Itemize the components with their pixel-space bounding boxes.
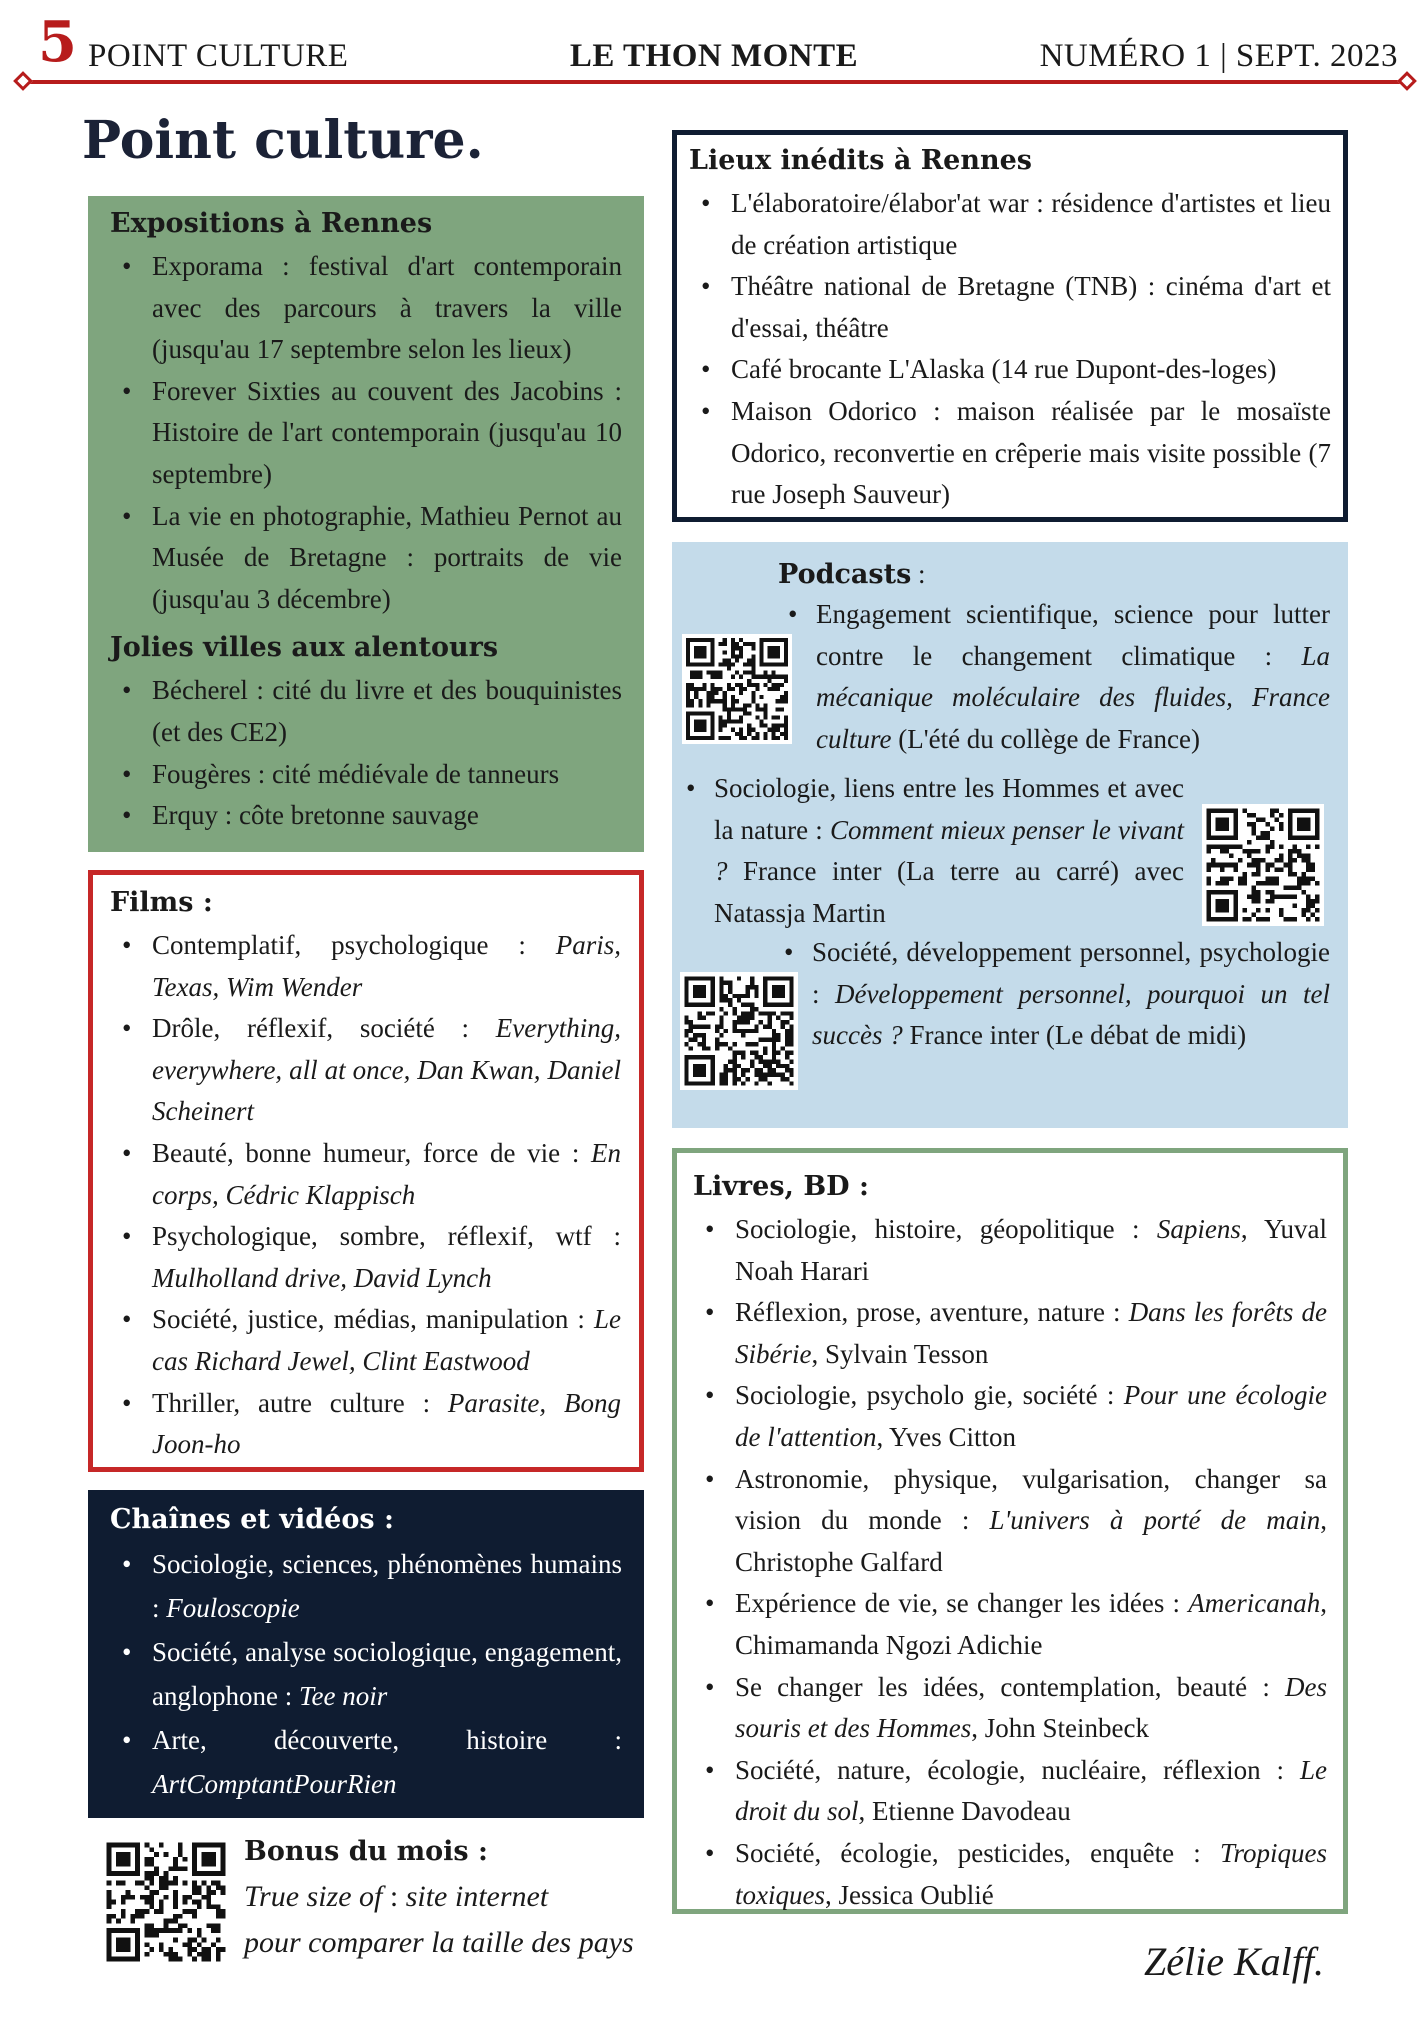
list-item: • La vie en photographie, Mathieu Pernot au Musée de Bretagne : portraits de vie (jusqu'au 3 décembre) — [110, 496, 622, 621]
list-item: • Bécherel : cité du livre et des bouquinistes (et des CE2) — [110, 670, 622, 753]
page-number: 5 — [38, 9, 77, 75]
section-name: POINT CULTURE — [88, 38, 349, 74]
list-item: • Société, analyse sociologique, engagement, anglophone : Tee noir — [110, 1630, 622, 1718]
list-item: • Exporama : festival d'art contemporain avec des parcours à travers la ville (jusqu'au 17 septembre selon les lieux) — [110, 246, 622, 371]
list-item: • Engagement scientifique, science pour lutter contre le changement climatique : La mécanique moléculaire des fluides, France culture (L'été du collège de France) — [782, 594, 1330, 760]
chaines-panel — [88, 1490, 644, 1818]
list-item: • Sociologie, histoire, géopolitique : Sapiens, Yuval Noah Harari — [693, 1209, 1327, 1292]
villes-title: Jolies villes aux alentours — [110, 632, 499, 664]
list-item: • Fougères : cité médiévale de tanneurs — [110, 754, 622, 796]
list-item: • Erquy : côte bretonne sauvage — [110, 795, 622, 837]
issue-info: NUMÉRO 1 | SEPT. 2023 — [1039, 38, 1398, 74]
podcasts-title: Podcasts : — [778, 559, 926, 590]
list-item: • Société, écologie, pesticides, enquête : Tropiques toxiques, Jessica Oublié — [693, 1833, 1327, 1916]
list-item: • Se changer les idées, contemplation, beauté : Des souris et des Hommes, John Steinbeck — [693, 1667, 1327, 1750]
list-item: • Thriller, autre culture : Parasite, Bong Joon-ho — [110, 1383, 621, 1466]
publication-name: LE THON MONTE — [569, 38, 859, 74]
livres-list — [693, 1209, 1327, 1916]
lieux-panel — [672, 130, 1348, 522]
livres-panel — [672, 1148, 1348, 1914]
list-item: • Astronomie, physique, vulgarisation, changer sa vision du monde : L'univers à porté de main, Christophe Galfard — [693, 1459, 1327, 1584]
author-signature: Zélie Kalff. — [1144, 1939, 1324, 1984]
podcasts-panel — [672, 542, 1348, 1128]
list-item: • Sociologie, sciences, phénomènes humains : Fouloscopie — [110, 1542, 622, 1630]
chaines-list — [110, 1542, 622, 1806]
qr-code-icon[interactable] — [102, 1838, 230, 1966]
podcast-list-3 — [778, 932, 1330, 1057]
lieux-title: Lieux inédits à Rennes — [689, 145, 1032, 176]
list-item: • Arte, découverte, histoire : ArtComptantPourRien — [110, 1718, 622, 1806]
podcast-list-1 — [782, 594, 1330, 760]
list-item: • Contemplatif, psychologique : Paris, Texas, Wim Wender — [110, 925, 621, 1008]
films-list — [110, 925, 621, 1466]
list-item: • Maison Odorico : maison réalisée par le mosaïste Odorico, reconvertie en crêperie mais visite possible (7 rue Joseph Sauveur) — [689, 391, 1331, 516]
list-item: • Sociologie, psycholo gie, société : Pour une écologie de l'attention, Yves Citton — [693, 1375, 1327, 1458]
list-item: • Café brocante L'Alaska (14 rue Dupont-des-loges) — [689, 349, 1331, 391]
list-item: • Société, justice, médias, manipulation : Le cas Richard Jewel, Clint Eastwood — [110, 1299, 621, 1382]
chaines-title: Chaînes et vidéos : — [110, 1504, 394, 1535]
list-item: • Forever Sixties au couvent des Jacobins : Histoire de l'art contemporain (jusqu'au 10 septembre) — [110, 371, 622, 496]
list-item: • Drôle, réflexif, société : Everything, everywhere, all at once, Dan Kwan, Daniel Scheinert — [110, 1008, 621, 1133]
expositions-panel — [88, 196, 644, 852]
list-item: • Théâtre national de Bretagne (TNB) : cinéma d'art et d'essai, théâtre — [689, 266, 1331, 349]
list-item: • Réflexion, prose, aventure, nature : Dans les forêts de Sibérie, Sylvain Tesson — [693, 1292, 1327, 1375]
page-title: Point culture. — [82, 110, 484, 171]
expositions-title: Expositions à Rennes — [110, 208, 433, 239]
lieux-list — [689, 183, 1331, 516]
qr-code-icon[interactable] — [1202, 804, 1324, 926]
list-item: • Sociologie, liens entre les Hommes et avec la nature : Comment mieux penser le vivant ? France inter (La terre au carré) avec Natassja Martin — [680, 768, 1184, 934]
list-item: • Beauté, bonne humeur, force de vie : En corps, Cédric Klappisch — [110, 1133, 621, 1216]
list-item: • Société, développement personnel, psychologie : Développement personnel, pourquoi un tel succès ? France inter (Le débat de midi) — [778, 932, 1330, 1057]
films-title: Films : — [110, 887, 213, 918]
header-rule — [26, 80, 1408, 84]
livres-title: Livres, BD : — [693, 1171, 869, 1202]
bonus-title: Bonus du mois : — [244, 1836, 489, 1867]
qr-code-icon[interactable] — [682, 634, 792, 744]
bonus-site: True size of : site internet — [244, 1880, 549, 1913]
list-item: • L'élaboratoire/élabor'at war : résidence d'artistes et lieu de création artistique — [689, 183, 1331, 266]
list-item: • Expérience de vie, se changer les idées : Americanah, Chimamanda Ngozi Adichie — [693, 1583, 1327, 1666]
list-item: • Société, nature, écologie, nucléaire, réflexion : Le droit du sol, Etienne Davodeau — [693, 1750, 1327, 1833]
podcast-list-2 — [680, 768, 1184, 934]
expositions-list — [110, 246, 622, 620]
villes-list — [110, 670, 622, 836]
bonus-desc: pour comparer la taille des pays — [244, 1926, 634, 1959]
list-item: • Psychologique, sombre, réflexif, wtf : Mulholland drive, David Lynch — [110, 1216, 621, 1299]
films-panel — [88, 870, 644, 1472]
